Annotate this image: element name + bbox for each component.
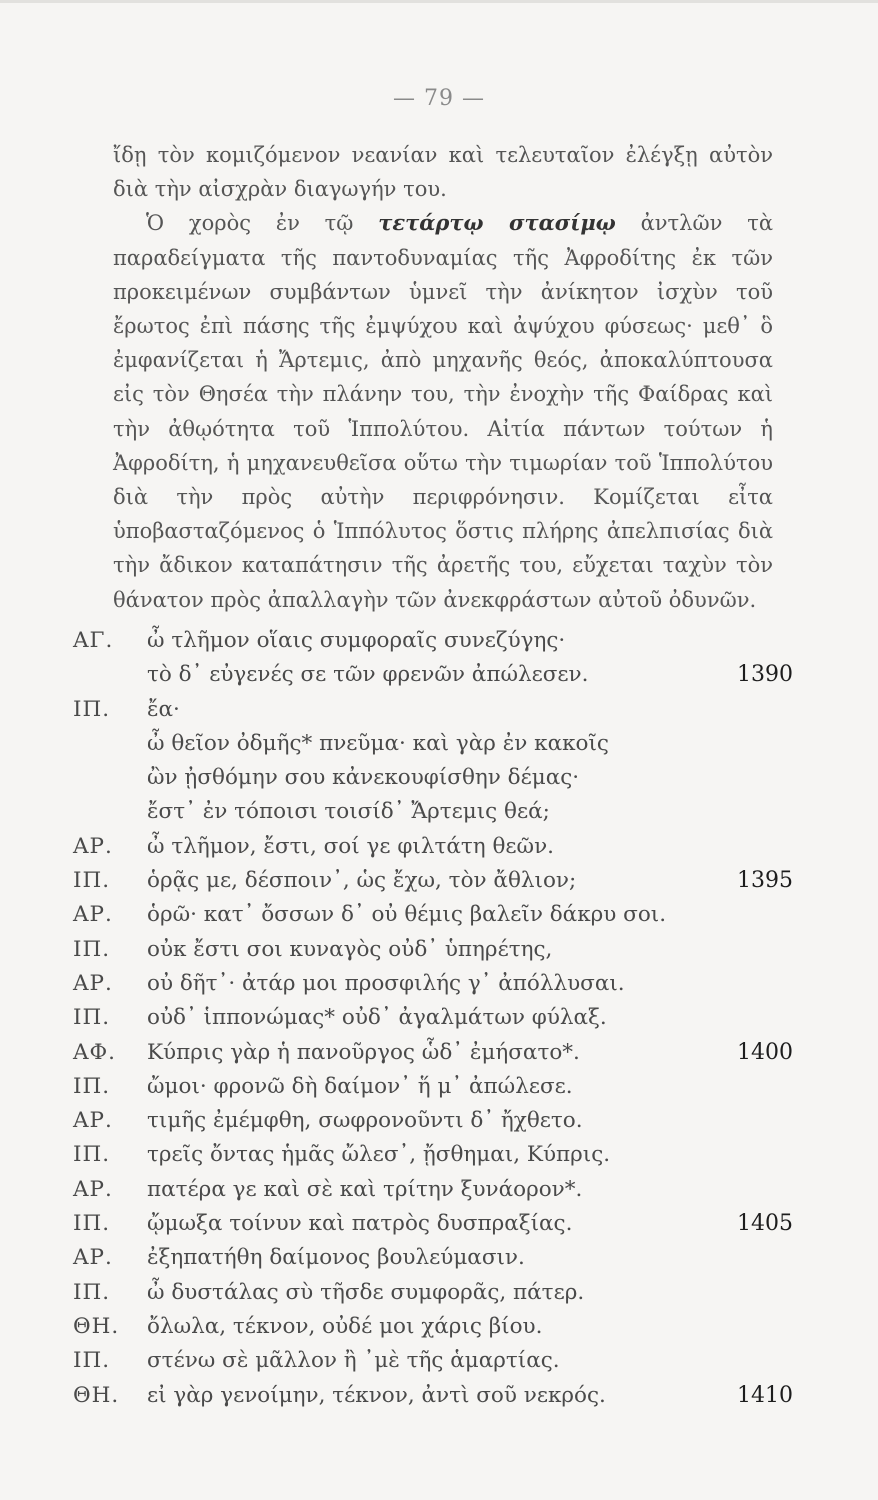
line-number: 1395 <box>737 868 793 894</box>
verse-line <box>73 830 793 864</box>
verse-text: ὦ τλῆμον οἵαις συμφοραῖς συνεζύγης· <box>147 628 566 653</box>
verse-line <box>73 1276 793 1310</box>
verse-text: ἐξηπατήθη δαίμονος βουλεύμασιν. <box>147 1245 525 1271</box>
verse-text: ὤμοι· φρονῶ δὴ δαίμον᾽ ἥ μ᾽ ἀπώλεσε. <box>147 1073 573 1099</box>
page-top-edge <box>0 0 878 3</box>
speaker-label: ΙΠ. <box>73 1211 111 1237</box>
verse-line <box>73 1241 793 1275</box>
verse-text: Κύπρις γὰρ ἡ πανοῦργος ὧδ᾽ ἐμήσατο*. <box>147 1039 580 1065</box>
prose-paragraph-2-rest: ἀντλῶν τὰ παραδείγματα τῆς παντοδυναμίας τῆς Ἀφροδίτης ἐκ τῶν προκειμένων συμβάντων ὑμνεῖ τὴν ἀνίκητον ἰσχὺν τοῦ ἔρωτος ἐπὶ πάσης τῆς ἐμψύχου καὶ ἀψύχου φύσεως· μεθ᾽ ὃ ἐμφανίζεται ἡ Ἄρτεμις, ἀπὸ μηχανῆς θεός, ἀποκαλύπτουσα εἰς τὸν Θησέα τὴν πλάνην του, τὴν ἐνοχὴν τῆς Φαίδρας καὶ τὴν ἀθῳότητα τοῦ Ἱππολύτου. Αἰτία πάντων τούτων ἡ Ἀφροδίτη, ἡ μηχανευθεῖσα οὕτω τὴν τιμωρίαν τοῦ Ἱππολύτου διὰ τὴν πρὸς αὐτὴν περιφρόνησιν. Κομίζεται εἶτα ὑποβασταζόμενος ὁ Ἱππόλυτος ὅστις πλήρης ἀπελπισίας διὰ τὴν ἄδικον καταπάτησιν τῆς ἀρετῆς του, εὔχεται ταχὺν τὸν θάνατον πρὸς ἀπαλλαγὴν τῶν ἀνεκφράστων αὐτοῦ ὀδυνῶν. <box>113 211 773 612</box>
verse-text: ᾤμωξα τοίνυν καὶ πατρὸς δυσπραξίας. <box>147 1211 573 1237</box>
verse-text: στένω σὲ μᾶλλον ἢ ᾽μὲ τῆς ἁμαρτίας. <box>147 1348 560 1374</box>
speaker-label: ΘΗ. <box>73 1313 120 1339</box>
speaker-label: ΙΠ. <box>73 936 111 962</box>
verse-text: ὁρᾷς με, δέσποιν᾽, ὡς ἔχω, τὸν ἄθλιον; <box>147 868 577 894</box>
prose-paragraph-1: ἴδῃ τὸν κομιζόμενον νεανίαν καὶ τελευταῖον ἐλέγξῃ αὐτὸν διὰ τὴν αἰσχρὰν διαγωγήν του. <box>113 143 773 202</box>
speaker-label: ΙΠ. <box>73 1005 111 1031</box>
verse-text: ὢν ᾐσθόμην σου κἀνεκουφίσθην δέμας· <box>147 765 580 791</box>
verse-line <box>73 727 793 761</box>
page-number: — 79 — <box>393 86 485 111</box>
verse-text: τὸ δ᾽ εὐγενές σε τῶν φρενῶν ἀπώλεσεν. <box>147 662 589 688</box>
verse-line <box>73 658 793 692</box>
verse-text: ὄλωλα, τέκνον, οὐδέ μοι χάρις βίου. <box>147 1313 543 1339</box>
verse-text: ὦ θεῖον ὀδμῆς* πνεῦμα· καὶ γὰρ ἐν κακοῖς <box>147 730 609 756</box>
verse-line <box>73 1138 793 1172</box>
verse-line <box>73 1070 793 1104</box>
speaker-label: ΑΡ. <box>73 833 113 859</box>
speaker-label: ΑΡ. <box>73 1108 113 1134</box>
verse-text: ἔστ᾽ ἐν τόποισι τοισίδ᾽ Ἄρτεμις θεά; <box>147 799 550 825</box>
verse-line <box>73 1036 793 1070</box>
line-number: 1410 <box>737 1382 793 1408</box>
verse-line <box>73 795 793 829</box>
prose-emphasis: τετάρτῳ στασίμῳ <box>378 210 616 236</box>
verse-text: ἔα· <box>147 696 180 722</box>
verse-line <box>73 693 793 727</box>
verse-text: πατέρα γε καὶ σὲ καὶ τρίτην ξυνάορον*. <box>147 1176 583 1202</box>
speaker-label: ΘΗ. <box>73 1382 120 1408</box>
verse-line <box>73 898 793 932</box>
verse-dialogue <box>73 624 793 1413</box>
verse-text: τρεῖς ὄντας ἡμᾶς ὤλεσ᾽, ᾔσθημαι, Κύπρις. <box>147 1142 611 1168</box>
verse-text: οὐκ ἔστι σοι κυναγὸς οὐδ᾽ ὑπηρέτης, <box>147 936 553 962</box>
verse-line <box>73 1001 793 1035</box>
prose-section <box>113 138 773 617</box>
verse-line <box>73 864 793 898</box>
speaker-label: ΙΠ. <box>73 1073 111 1099</box>
verse-line <box>73 761 793 795</box>
verse-text: ὦ δυστάλας σὺ τῆσδε συμφορᾶς, πάτερ. <box>147 1279 585 1305</box>
verse-line <box>73 933 793 967</box>
speaker-label: ΙΠ. <box>73 1279 111 1305</box>
speaker-label: ΑΡ. <box>73 1176 113 1202</box>
verse-text: τιμῆς ἐμέμφθη, σωφρονοῦντι δ᾽ ἤχθετο. <box>147 1108 583 1134</box>
speaker-label: ΑΓ. <box>73 628 114 653</box>
speaker-label: ΑΡ. <box>73 970 113 996</box>
verse-text: εἰ γὰρ γενοίμην, τέκνον, ἀντὶ σοῦ νεκρός. <box>147 1382 606 1408</box>
speaker-label: ΑΦ. <box>73 1039 116 1065</box>
verse-line <box>73 967 793 1001</box>
speaker-label: ΙΠ. <box>73 1348 111 1374</box>
verse-line <box>73 1344 793 1378</box>
line-number: 1390 <box>737 662 793 688</box>
speaker-label: ΙΠ. <box>73 868 111 894</box>
verse-text: ὦ τλῆμον, ἔστι, σοί γε φιλτάτη θεῶν. <box>147 833 554 859</box>
verse-line <box>73 1379 793 1413</box>
line-number: 1400 <box>737 1039 793 1065</box>
verse-text: ὁρῶ· κατ᾽ ὄσσων δ᾽ οὐ θέμις βαλεῖν δάκρυ σοι. <box>147 902 667 928</box>
speaker-label: ΑΡ. <box>73 902 113 928</box>
verse-text: οὐ δῆτ᾽· ἀτάρ μοι προσφιλής γ᾽ ἀπόλλυσαι. <box>147 970 625 996</box>
verse-line <box>73 1173 793 1207</box>
verse-line <box>73 1207 793 1241</box>
prose-paragraph-2-intro: Ὁ χορὸς ἐν τῷ <box>146 211 379 236</box>
verse-line <box>73 1104 793 1138</box>
prose-paragraph-2 <box>113 206 773 616</box>
speaker-label: ΑΡ. <box>73 1245 113 1271</box>
verse-line <box>73 624 793 658</box>
verse-line <box>73 1310 793 1344</box>
verse-text: οὐδ᾽ ἱππονώμας* οὐδ᾽ ἀγαλμάτων φύλαξ. <box>147 1005 607 1031</box>
speaker-label: ΙΠ. <box>73 696 111 722</box>
speaker-label: ΙΠ. <box>73 1142 111 1168</box>
line-number: 1405 <box>737 1211 793 1237</box>
